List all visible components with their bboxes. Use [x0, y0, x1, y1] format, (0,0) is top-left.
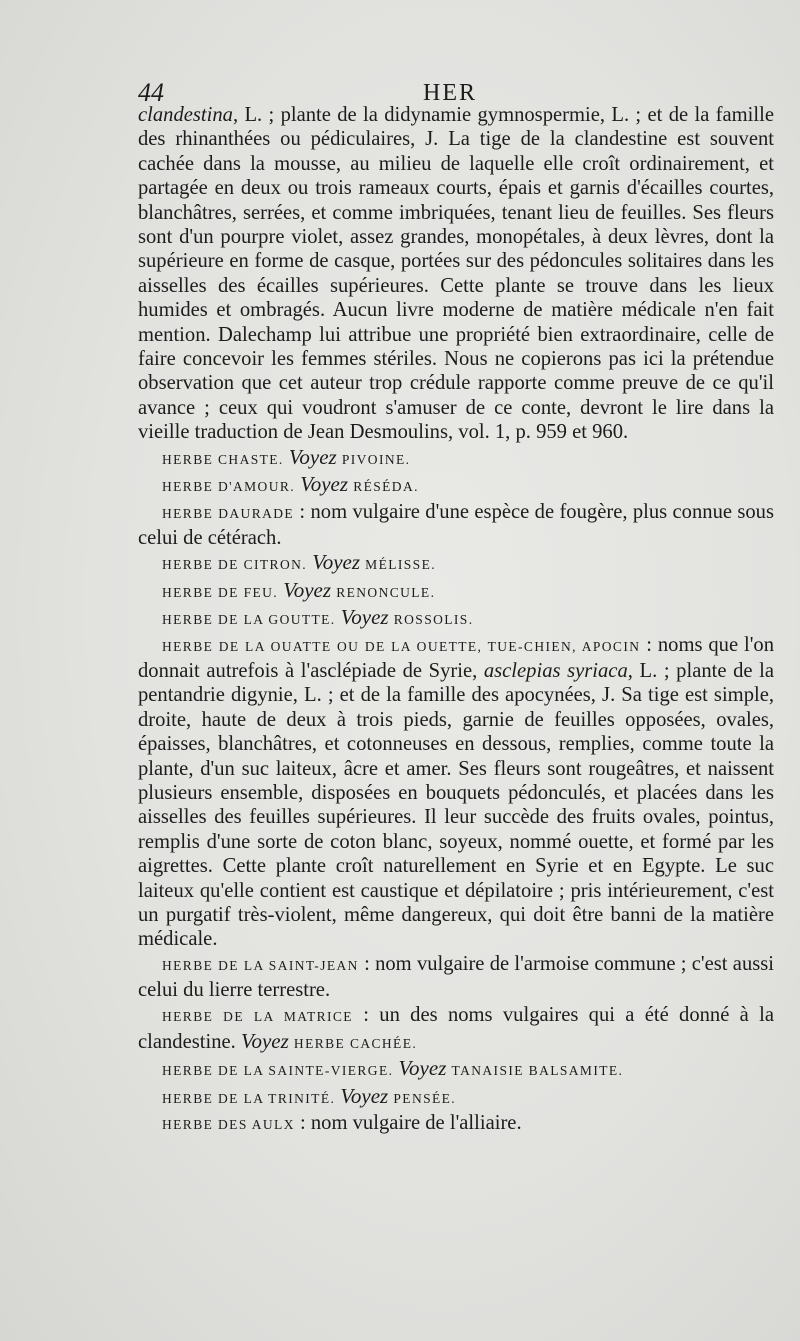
entry-ref: RÉSÉDA.	[353, 479, 419, 495]
entry-ref: PIVOINE.	[341, 451, 411, 467]
paragraph-text: , L. ; plante de la didynamie gymnospermie, L. ; et de la famille des rhinanthées ou pédiculaires, J. La tige de la clandestine est souvent cachée dans la mousse, au milieu de laquelle elle croît ordinairement, et partagée en deux ou trois rameaux courts, épais et garnis d'écailles courtes, blanchâtres, serrées, et comme imbriquées, tenant lieu de feuilles. Ses fleurs sont d'un pourpre violet, assez grandes, monopétales, à deux lèvres, dont la supérieure en forme de casque, portées sur des pédoncules solitaires dans les aisselles des écailles supérieures. Cette plante se trouve dans les lieux humides et ombragés. Aucun livre moderne de matière médicale n'en fait mention. Dalechamp lui attribue une propriété bien extraordinaire, celle de faire concevoir les femmes stériles. Nous ne copierons pas ici la prétendue observation que cet auteur trop crédule rapporte comme preuve de ce qu'il avance ; ceux qui voudront s'amuser de ce conte, devront le lire dans la vieille traduction de Jean Desmoulins, vol. 1, p. 959 et 960.	[138, 104, 774, 444]
entry-herbe-trinite	[138, 1084, 774, 1111]
page-body	[138, 103, 774, 1138]
entry-head: HERBE DE CITRON.	[162, 557, 308, 573]
entry-ref: ROSSOLIS.	[393, 612, 474, 628]
entry-herbe-daurade	[138, 500, 774, 551]
entry-head: HERBE D'AMOUR.	[162, 479, 296, 495]
entry-herbe-saint-jean	[138, 952, 774, 1003]
latin-term: asclepias syriaca	[483, 659, 628, 682]
voyez-label: Voyez	[398, 1056, 447, 1081]
entry-ref: PENSÉE.	[393, 1090, 457, 1106]
latin-term: clandestina	[138, 104, 233, 126]
entry-text: : un des noms vulgaires qui a été donné à la clandestine.	[138, 1003, 774, 1054]
entry-head: HERBE CHASTE.	[162, 451, 284, 467]
entry-ref: TANAISIE BALSAMITE.	[451, 1063, 624, 1079]
entry-ref: HERBE CACHÉE.	[293, 1036, 418, 1052]
entry-head: HERBE DE LA OUATTE OU DE LA OUETTE, TUE-CHIEN, APOCIN	[162, 638, 641, 654]
entry-herbe-aulx	[138, 1111, 774, 1137]
entry-text: : nom vulgaire d'une espèce de fougère, plus connue sous celui de cétérach.	[138, 500, 774, 549]
entry-head: HERBE DE LA SAINT-JEAN	[162, 957, 359, 973]
running-head: HER	[423, 80, 477, 106]
entry-head: HERBE DE LA GOUTTE.	[162, 612, 336, 628]
voyez-label: Voyez	[288, 444, 337, 469]
entry-herbe-matrice	[138, 1003, 774, 1057]
entry-text: : nom vulgaire de l'alliaire.	[294, 1112, 522, 1135]
entry-herbe-citron	[138, 550, 774, 577]
voyez-label: Voyez	[300, 472, 349, 497]
entry-head: HERBE DE FEU.	[162, 584, 279, 600]
voyez-label: Voyez	[283, 577, 332, 602]
page-number: 44	[138, 78, 164, 107]
voyez-label: Voyez	[240, 1029, 289, 1054]
voyez-label: Voyez	[312, 550, 361, 575]
entry-head: HERBE DE LA MATRICE	[162, 1008, 353, 1024]
entry-herbe-goutte	[138, 605, 774, 632]
entry-head: HERBE DE LA SAINTE-VIERGE.	[162, 1063, 394, 1079]
voyez-label: Voyez	[340, 1083, 389, 1108]
entry-text: : noms que l'on donnait autrefois à l'asclépiade de Syrie,	[138, 633, 775, 682]
entry-herbe-sainte-vierge	[138, 1056, 774, 1083]
entry-head: HERBE DAURADE	[162, 505, 295, 521]
entry-herbe-amour	[138, 472, 774, 499]
entry-herbe-feu	[138, 578, 774, 605]
entry-text: , L. ; plante de la pentandrie digynie, L. ; et de la famille des apocynées, J. Sa tige est simple, droite, haute de deux à trois pieds, garnie de feuilles opposées, ovales, épaisses, blanchâtres, et cotonneuses en dessous, remplies, comme toute la plante, d'un suc laiteux, âcre et amer. Ses fleurs sont rougeâtres, et naissent plusieurs ensemble, disposées en bouquets pédonculés, et placées dans les aisselles des feuilles supérieures. Il leur succède des fruits ovales, pointus, remplis d'une sorte de coton blanc, soyeux, nommé ouette, et formé par les aigrettes. Cette plante croît naturellement en Syrie et en Egypte. Le suc laiteux qu'elle contient est caustique et dépilatoire ; pris intérieurement, c'est un purgatif très-violent, même dangereux, qui doit être banni de la matière médicale.	[138, 659, 775, 951]
entry-head: HERBE DES AULX	[162, 1117, 295, 1133]
entry-ref: MÉLISSE.	[365, 557, 437, 573]
entry-herbe-chaste	[138, 445, 774, 472]
entry-ref: RENONCULE.	[336, 584, 436, 600]
entry-head: HERBE DE LA TRINITÉ.	[162, 1090, 336, 1106]
voyez-label: Voyez	[340, 605, 389, 630]
entry-text: : nom vulgaire de l'armoise commune ; c'est aussi celui du lierre terrestre.	[138, 952, 774, 1002]
entry-herbe-ouatte	[138, 633, 774, 952]
paragraph-clandestina	[138, 103, 774, 445]
